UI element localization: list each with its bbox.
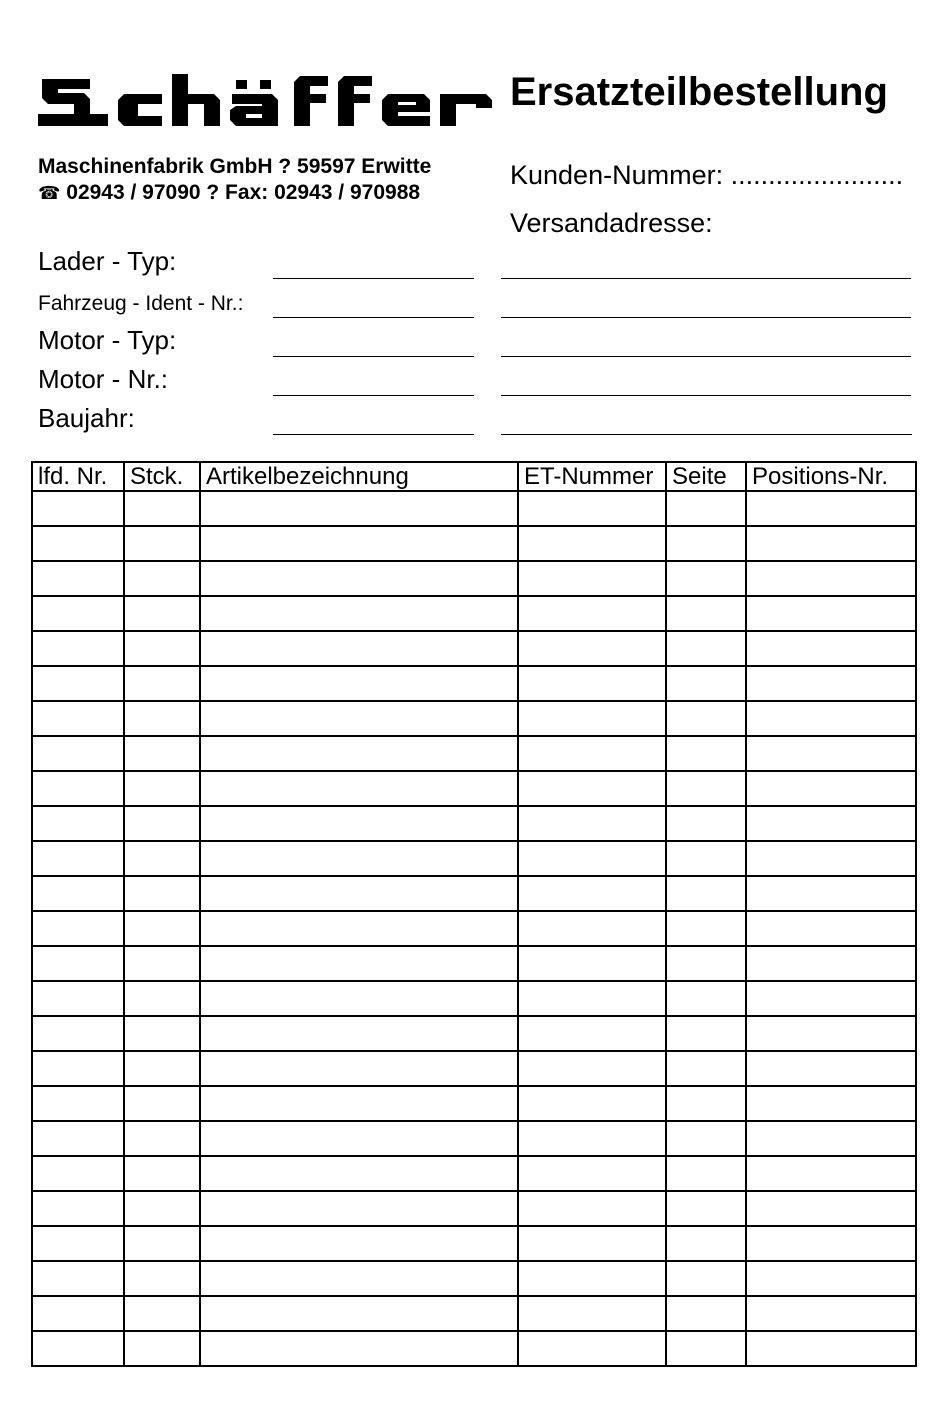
table-cell[interactable] xyxy=(518,1051,666,1086)
engine-number-label: Motor - Nr.: xyxy=(38,364,169,394)
table-cell[interactable] xyxy=(32,1191,124,1226)
table-row xyxy=(32,1296,916,1331)
table-row xyxy=(32,736,916,771)
table-cell[interactable] xyxy=(124,841,200,876)
table-cell[interactable] xyxy=(746,736,916,771)
table-cell[interactable] xyxy=(518,981,666,1016)
table-cell[interactable] xyxy=(124,771,200,806)
table-cell[interactable] xyxy=(746,806,916,841)
vehicle-ident-line[interactable] xyxy=(273,317,474,318)
table-cell[interactable] xyxy=(518,1086,666,1121)
table-row xyxy=(32,1191,916,1226)
table-cell[interactable] xyxy=(518,1156,666,1191)
table-cell[interactable] xyxy=(666,596,746,631)
table-cell[interactable] xyxy=(200,981,518,1016)
table-cell[interactable] xyxy=(666,911,746,946)
table-cell[interactable] xyxy=(32,596,124,631)
table-cell[interactable] xyxy=(666,491,746,526)
order-table xyxy=(31,461,917,1367)
table-cell[interactable] xyxy=(124,1261,200,1296)
table-cell[interactable] xyxy=(518,1331,666,1366)
table-cell[interactable] xyxy=(746,1121,916,1156)
table-row xyxy=(32,911,916,946)
table-cell[interactable] xyxy=(746,1191,916,1226)
address-line[interactable] xyxy=(501,434,912,435)
table-cell[interactable] xyxy=(746,701,916,736)
table-row xyxy=(32,1051,916,1086)
table-row xyxy=(32,701,916,736)
table-cell[interactable] xyxy=(200,1331,518,1366)
table-cell[interactable] xyxy=(746,981,916,1016)
table-cell[interactable] xyxy=(666,561,746,596)
table-cell[interactable] xyxy=(200,1016,518,1051)
table-cell[interactable] xyxy=(666,946,746,981)
table-cell[interactable] xyxy=(200,596,518,631)
table-cell[interactable] xyxy=(32,806,124,841)
table-cell[interactable] xyxy=(124,1191,200,1226)
table-cell[interactable] xyxy=(666,666,746,701)
table-row xyxy=(32,1016,916,1051)
company-info xyxy=(38,154,431,206)
table-cell[interactable] xyxy=(746,1051,916,1086)
table-cell[interactable] xyxy=(32,876,124,911)
table-row xyxy=(32,1086,916,1121)
table-cell[interactable] xyxy=(666,876,746,911)
table-cell[interactable] xyxy=(124,1226,200,1261)
table-cell[interactable] xyxy=(124,736,200,771)
table-cell[interactable] xyxy=(746,771,916,806)
table-row xyxy=(32,806,916,841)
table-cell[interactable] xyxy=(518,491,666,526)
table-cell[interactable] xyxy=(200,1156,518,1191)
table-row xyxy=(32,596,916,631)
table-cell[interactable] xyxy=(32,1156,124,1191)
table-row xyxy=(32,1226,916,1261)
table-cell[interactable] xyxy=(124,666,200,701)
address-line[interactable] xyxy=(501,317,911,318)
table-cell[interactable] xyxy=(124,1121,200,1156)
table-cell[interactable] xyxy=(124,1296,200,1331)
table-cell[interactable] xyxy=(666,1191,746,1226)
loader-type-label: Lader - Typ: xyxy=(38,246,177,276)
company-phone-fax: 02943 / 97090 ? Fax: 02943 / 970988 xyxy=(66,181,421,204)
table-row xyxy=(32,526,916,561)
table-cell[interactable] xyxy=(518,946,666,981)
company-phone-line xyxy=(38,180,431,206)
table-cell[interactable] xyxy=(32,561,124,596)
table-cell[interactable] xyxy=(200,1191,518,1226)
table-cell[interactable] xyxy=(124,911,200,946)
table-cell[interactable] xyxy=(518,596,666,631)
table-cell[interactable] xyxy=(32,1086,124,1121)
table-cell[interactable] xyxy=(124,1051,200,1086)
table-cell[interactable] xyxy=(200,736,518,771)
table-cell[interactable] xyxy=(746,1331,916,1366)
table-cell[interactable] xyxy=(124,876,200,911)
table-cell[interactable] xyxy=(666,1156,746,1191)
table-cell[interactable] xyxy=(746,596,916,631)
table-cell[interactable] xyxy=(124,491,200,526)
table-cell[interactable] xyxy=(666,1226,746,1261)
table-cell[interactable] xyxy=(32,666,124,701)
table-row xyxy=(32,666,916,701)
column-header-article: Artikelbezeichnung xyxy=(200,462,518,491)
table-row xyxy=(32,631,916,666)
table-header-row xyxy=(32,462,916,491)
table-cell[interactable] xyxy=(746,1261,916,1296)
table-cell[interactable] xyxy=(518,666,666,701)
column-header-position: Positions-Nr. xyxy=(746,462,916,491)
table-cell[interactable] xyxy=(746,561,916,596)
table-row xyxy=(32,561,916,596)
table-cell[interactable] xyxy=(746,1296,916,1331)
table-cell[interactable] xyxy=(666,1086,746,1121)
table-cell[interactable] xyxy=(200,1226,518,1261)
table-cell[interactable] xyxy=(32,736,124,771)
table-cell[interactable] xyxy=(32,946,124,981)
table-row xyxy=(32,841,916,876)
table-cell[interactable] xyxy=(666,701,746,736)
table-row xyxy=(32,1331,916,1366)
table-cell[interactable] xyxy=(666,1331,746,1366)
table-cell[interactable] xyxy=(518,631,666,666)
table-cell[interactable] xyxy=(32,491,124,526)
table-cell[interactable] xyxy=(746,1016,916,1051)
loader-type-line[interactable] xyxy=(273,278,474,279)
table-cell[interactable] xyxy=(124,526,200,561)
table-row xyxy=(32,946,916,981)
table-cell[interactable] xyxy=(200,911,518,946)
table-cell[interactable] xyxy=(124,946,200,981)
table-cell[interactable] xyxy=(746,946,916,981)
table-cell[interactable] xyxy=(32,1261,124,1296)
table-cell[interactable] xyxy=(666,1051,746,1086)
table-row xyxy=(32,981,916,1016)
table-cell[interactable] xyxy=(200,701,518,736)
column-header-lfd-nr: lfd. Nr. xyxy=(32,462,124,491)
table-cell[interactable] xyxy=(666,806,746,841)
table-cell[interactable] xyxy=(666,1121,746,1156)
table-cell[interactable] xyxy=(518,806,666,841)
engine-number-line[interactable] xyxy=(273,395,474,396)
table-cell[interactable] xyxy=(746,911,916,946)
table-cell[interactable] xyxy=(124,701,200,736)
table-cell[interactable] xyxy=(32,981,124,1016)
table-cell[interactable] xyxy=(200,1051,518,1086)
table-cell[interactable] xyxy=(32,841,124,876)
table-cell[interactable] xyxy=(200,876,518,911)
table-cell[interactable] xyxy=(200,491,518,526)
table-cell[interactable] xyxy=(518,526,666,561)
schaeffer-logo xyxy=(38,66,493,132)
table-cell[interactable] xyxy=(666,1016,746,1051)
table-cell[interactable] xyxy=(666,736,746,771)
table-cell[interactable] xyxy=(124,561,200,596)
table-cell[interactable] xyxy=(32,911,124,946)
table-cell[interactable] xyxy=(32,526,124,561)
table-cell[interactable] xyxy=(200,631,518,666)
table-cell[interactable] xyxy=(32,1016,124,1051)
table-cell[interactable] xyxy=(200,561,518,596)
table-cell[interactable] xyxy=(32,1296,124,1331)
table-cell[interactable] xyxy=(746,491,916,526)
table-cell[interactable] xyxy=(746,1226,916,1261)
table-cell[interactable] xyxy=(666,1296,746,1331)
column-header-et-number: ET-Nummer xyxy=(518,462,666,491)
table-cell[interactable] xyxy=(32,1226,124,1261)
table-row xyxy=(32,771,916,806)
build-year-label: Baujahr: xyxy=(38,403,135,433)
table-cell[interactable] xyxy=(124,806,200,841)
table-cell[interactable] xyxy=(746,526,916,561)
table-cell[interactable] xyxy=(666,841,746,876)
table-cell[interactable] xyxy=(518,1121,666,1156)
table-cell[interactable] xyxy=(746,876,916,911)
order-table-body xyxy=(32,491,916,1366)
table-cell[interactable] xyxy=(200,1086,518,1121)
table-cell[interactable] xyxy=(518,1296,666,1331)
address-line[interactable] xyxy=(501,278,911,279)
table-row xyxy=(32,1121,916,1156)
address-line[interactable] xyxy=(501,395,911,396)
table-cell[interactable] xyxy=(518,771,666,806)
table-cell[interactable] xyxy=(746,841,916,876)
table-cell[interactable] xyxy=(200,666,518,701)
form-title: Ersatzteilbestellung xyxy=(510,70,888,114)
table-cell[interactable] xyxy=(200,1121,518,1156)
address-line[interactable] xyxy=(501,356,911,357)
table-cell[interactable] xyxy=(518,1191,666,1226)
build-year-line[interactable] xyxy=(273,434,474,435)
table-cell[interactable] xyxy=(518,701,666,736)
table-cell[interactable] xyxy=(124,596,200,631)
table-cell[interactable] xyxy=(124,1156,200,1191)
engine-type-line[interactable] xyxy=(273,356,474,357)
table-cell[interactable] xyxy=(124,1086,200,1121)
table-cell[interactable] xyxy=(200,526,518,561)
table-cell[interactable] xyxy=(32,771,124,806)
table-cell[interactable] xyxy=(32,1121,124,1156)
table-cell[interactable] xyxy=(518,1016,666,1051)
table-row xyxy=(32,1156,916,1191)
table-row xyxy=(32,491,916,526)
table-cell[interactable] xyxy=(200,771,518,806)
table-cell[interactable] xyxy=(124,1016,200,1051)
engine-type-label: Motor - Typ: xyxy=(38,325,177,355)
table-cell[interactable] xyxy=(518,841,666,876)
table-cell[interactable] xyxy=(666,526,746,561)
table-row xyxy=(32,876,916,911)
table-cell[interactable] xyxy=(666,631,746,666)
table-cell[interactable] xyxy=(746,1086,916,1121)
table-cell[interactable] xyxy=(200,1261,518,1296)
table-cell[interactable] xyxy=(32,631,124,666)
table-cell[interactable] xyxy=(518,876,666,911)
table-cell[interactable] xyxy=(32,701,124,736)
vehicle-ident-label: Fahrzeug - Ident - Nr.: xyxy=(38,292,244,315)
column-header-page: Seite xyxy=(666,462,746,491)
table-cell[interactable] xyxy=(746,666,916,701)
table-cell[interactable] xyxy=(666,981,746,1016)
telephone-icon: ☎ xyxy=(38,183,61,203)
table-cell[interactable] xyxy=(124,981,200,1016)
table-cell[interactable] xyxy=(518,1226,666,1261)
table-cell[interactable] xyxy=(200,806,518,841)
table-cell[interactable] xyxy=(124,631,200,666)
table-cell[interactable] xyxy=(200,946,518,981)
customer-number-label: Kunden-Nummer: ....................... xyxy=(510,160,904,190)
column-header-quantity: Stck. xyxy=(124,462,200,491)
table-cell[interactable] xyxy=(518,911,666,946)
table-cell[interactable] xyxy=(124,1331,200,1366)
company-address: Maschinenfabrik GmbH ? 59597 Erwitte xyxy=(38,155,432,178)
table-cell[interactable] xyxy=(200,841,518,876)
table-cell[interactable] xyxy=(746,1156,916,1191)
table-cell[interactable] xyxy=(32,1051,124,1086)
table-cell[interactable] xyxy=(518,736,666,771)
table-cell[interactable] xyxy=(666,771,746,806)
table-cell[interactable] xyxy=(746,631,916,666)
table-row xyxy=(32,1261,916,1296)
shipping-address-label: Versandadresse: xyxy=(510,208,713,238)
table-cell[interactable] xyxy=(518,1261,666,1296)
table-cell[interactable] xyxy=(518,561,666,596)
table-cell[interactable] xyxy=(200,1296,518,1331)
table-cell[interactable] xyxy=(666,1261,746,1296)
table-cell[interactable] xyxy=(32,1331,124,1366)
